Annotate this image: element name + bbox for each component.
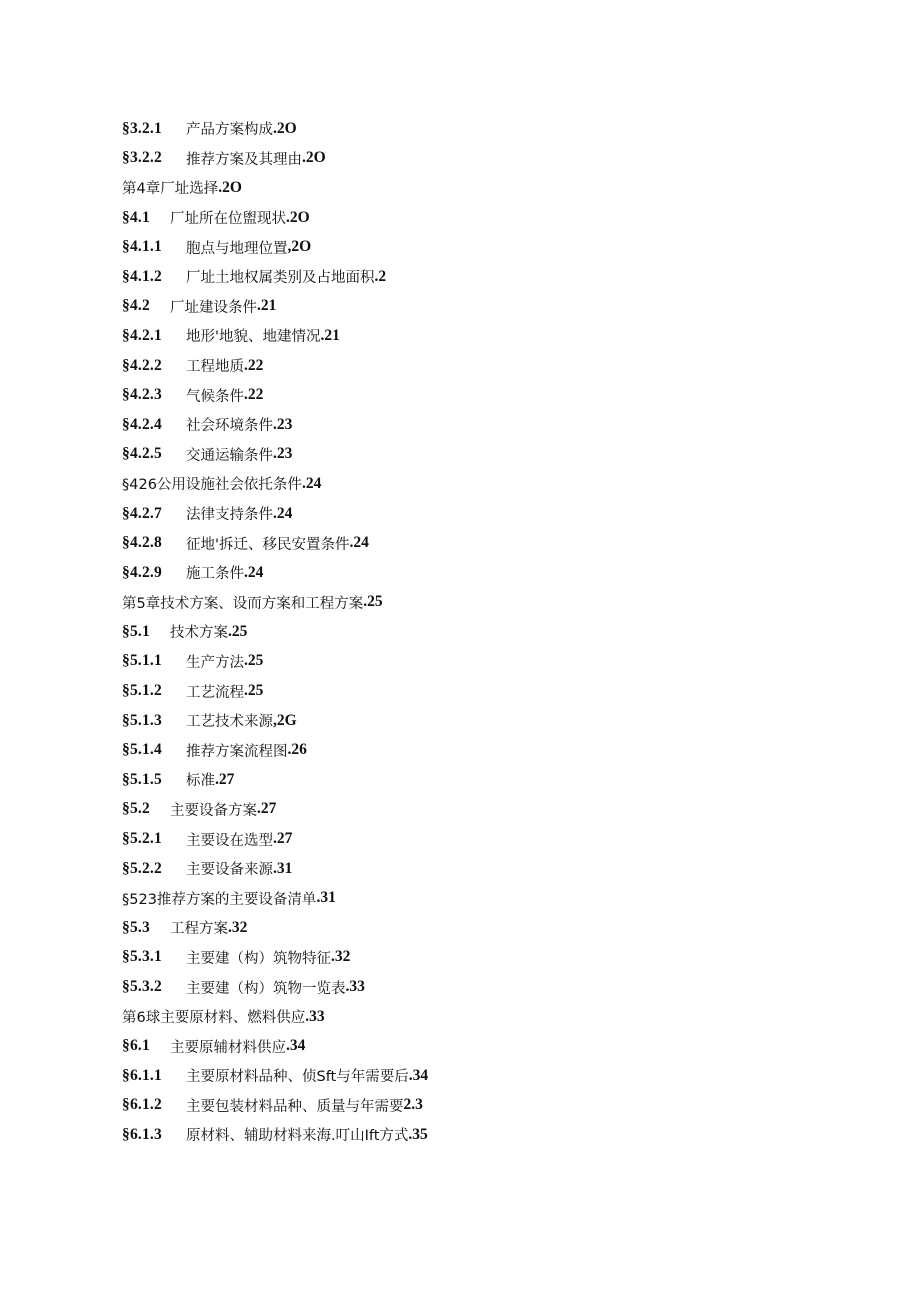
- toc-entry[interactable]: [122, 380, 842, 410]
- toc-entry-title: 主要设在选型: [186, 832, 273, 849]
- toc-entry-title: 推荐方案流程图: [186, 743, 288, 760]
- toc-entry-page: .31: [273, 859, 293, 877]
- toc-entry-number: §3.2.1: [122, 119, 162, 137]
- toc-entry-title: 标准: [186, 773, 215, 790]
- toc-entry-page: .27: [257, 800, 277, 818]
- toc-entry[interactable]: [122, 1002, 842, 1032]
- toc-entry-page: .21: [257, 297, 277, 315]
- toc-entry-title: 主要设备来源: [186, 862, 273, 879]
- toc-entry[interactable]: [122, 262, 842, 292]
- toc-entry[interactable]: [122, 943, 842, 973]
- toc-entry[interactable]: [122, 913, 842, 943]
- toc-entry-number: §6.1.3: [122, 1125, 162, 1143]
- toc-entry-page: .33: [345, 978, 365, 996]
- toc-entry[interactable]: [122, 824, 842, 854]
- toc-entry-title: 气候条件: [186, 388, 244, 405]
- toc-entry-title: 第6球主要原材料、燃料供应: [122, 1010, 306, 1027]
- toc-entry[interactable]: [122, 469, 842, 499]
- toc-entry[interactable]: [122, 883, 842, 913]
- toc-entry[interactable]: [122, 410, 842, 440]
- toc-entry[interactable]: [122, 1031, 842, 1061]
- toc-entry[interactable]: [122, 173, 842, 203]
- toc-entry-number: §5.3.1: [122, 948, 162, 966]
- toc-entry-number: §4.2.9: [122, 563, 162, 581]
- toc-entry-number: §6.1.2: [122, 1096, 162, 1114]
- toc-entry-title: 技术方案: [170, 625, 228, 642]
- toc-entry[interactable]: [122, 499, 842, 529]
- toc-entry-page: .2O: [273, 119, 297, 137]
- toc-entry-page: .2O: [218, 178, 242, 196]
- toc-entry[interactable]: [122, 765, 842, 795]
- toc-entry[interactable]: [122, 1120, 842, 1150]
- toc-entry-title: 胞点与地理位置: [186, 240, 288, 257]
- toc-entry[interactable]: [122, 558, 842, 588]
- toc-entry-number: §5.3: [122, 918, 150, 936]
- toc-entry-number: §3.2.2: [122, 149, 162, 167]
- toc-entry-title: 主要包装材料品种、质量与年需要: [186, 1098, 404, 1115]
- toc-entry[interactable]: [122, 321, 842, 351]
- toc-entry[interactable]: [122, 292, 842, 322]
- toc-entry-page: .23: [273, 445, 293, 463]
- toc-entry-title: 第4章厂址选择: [122, 181, 219, 198]
- toc-entry[interactable]: [122, 351, 842, 381]
- toc-entry-title: 地形'地貌、地建情况: [186, 329, 321, 346]
- toc-entry[interactable]: [122, 588, 842, 618]
- toc-entry-title: 主要原辅材料供应: [170, 1039, 286, 1056]
- toc-entry-number: §4.2.5: [122, 445, 162, 463]
- toc-entry-number: §4.2.2: [122, 356, 162, 374]
- toc-entry-page: .25: [228, 622, 248, 640]
- toc-entry-number: §5.2: [122, 800, 150, 818]
- toc-entry[interactable]: [122, 706, 842, 736]
- toc-entry-page: .32: [228, 918, 248, 936]
- toc-entry[interactable]: [122, 735, 842, 765]
- toc-entry-number: §4.2.8: [122, 534, 162, 552]
- toc-entry-title: 主要原材料品种、侦Sft与年需要后: [186, 1069, 409, 1086]
- toc-entry-number: §4.1.2: [122, 267, 162, 285]
- toc-entry-number: §5.1: [122, 622, 150, 640]
- toc-entry-title: 产品方案构成: [186, 122, 273, 139]
- toc-entry[interactable]: [122, 144, 842, 174]
- toc-entry-page: .2: [374, 267, 387, 285]
- toc-entry-title: 法律支持条件: [186, 507, 273, 524]
- toc-entry-title: 工艺流程: [186, 684, 244, 701]
- toc-entry-number: §5.3.2: [122, 978, 162, 996]
- toc-entry-title: 主要设备方案: [170, 802, 257, 819]
- toc-entry-number: §5.1.4: [122, 741, 162, 759]
- toc-entry-page: .22: [244, 386, 264, 404]
- toc-entry[interactable]: [122, 528, 842, 558]
- toc-entry-page: .33: [305, 1007, 325, 1025]
- toc-entry[interactable]: [122, 1061, 842, 1091]
- toc-entry-title: 厂址土地权属类别及占地面积: [186, 270, 375, 287]
- toc-entry-title: 推荐方案及其理由: [186, 151, 302, 168]
- toc-entry-title: 原材料、辅助材料来海.叮山Ift方式: [186, 1128, 409, 1145]
- toc-entry-title: 第5章技术方案、设而方案和工程方案: [122, 595, 364, 612]
- toc-entry-page: ,2O: [287, 238, 312, 256]
- toc-entry[interactable]: [122, 854, 842, 884]
- toc-entry-title: 生产方法: [186, 654, 244, 671]
- toc-entry-title: 工艺技术来源: [186, 714, 273, 731]
- toc-entry-number: §5.1.2: [122, 682, 162, 700]
- toc-entry[interactable]: [122, 676, 842, 706]
- toc-entry-page: .31: [316, 889, 336, 907]
- toc-entry-title: 工程地质: [186, 359, 244, 376]
- toc-entry-number: §5.1.3: [122, 711, 162, 729]
- toc-entry[interactable]: [122, 440, 842, 470]
- toc-entry[interactable]: [122, 232, 842, 262]
- toc-entry[interactable]: [122, 647, 842, 677]
- toc-entry-page: .2O: [286, 208, 310, 226]
- toc-entry-page: ,2G: [273, 711, 297, 729]
- toc-entry-page: .25: [244, 682, 264, 700]
- toc-entry-title: 施工条件: [186, 566, 244, 583]
- toc-entry-number: §5.1.5: [122, 770, 162, 788]
- toc-entry[interactable]: [122, 1091, 842, 1121]
- toc-entry-page: .27: [215, 770, 235, 788]
- toc-entry-page: .24: [349, 534, 369, 552]
- toc-entry-title: 主要建（构）筑物特征: [186, 950, 331, 967]
- toc-entry[interactable]: [122, 617, 842, 647]
- toc-entry-number: §6.1.1: [122, 1066, 162, 1084]
- toc-entry-number: §4.2.3: [122, 386, 162, 404]
- toc-entry-number: §5.2.2: [122, 859, 162, 877]
- toc-entry-page: .24: [301, 474, 322, 492]
- toc-entry-title: 征地'拆迁、移民安置条件: [186, 536, 350, 553]
- toc-entry-number: §4.2.7: [122, 504, 162, 522]
- toc-entry-number: §4.2.1: [122, 326, 162, 344]
- toc-entry-page: .35: [408, 1125, 428, 1143]
- toc-entry-page: .26: [287, 741, 307, 759]
- toc-entry-page: .21: [320, 326, 340, 344]
- toc-entry-page: .24: [273, 504, 293, 522]
- toc-entry-number: §4.2: [122, 297, 150, 315]
- toc-entry-number: §4.1.1: [122, 238, 162, 256]
- toc-entry-page: .23: [273, 415, 293, 433]
- toc-entry[interactable]: [122, 972, 842, 1002]
- toc-entry-page: .27: [273, 830, 293, 848]
- toc-entry-title: 厂址建设条件: [170, 299, 257, 316]
- toc-entry-page: .25: [244, 652, 264, 670]
- toc-entry-page: .24: [244, 563, 264, 581]
- toc-entry-number: §4.2.4: [122, 415, 162, 433]
- toc-entry-title: 交通运输条件: [186, 447, 273, 464]
- toc-entry-page: .2O: [302, 149, 326, 167]
- toc-entry-number: §6.1: [122, 1037, 150, 1055]
- toc-entry[interactable]: [122, 203, 842, 233]
- toc-entry-title: 工程方案: [170, 921, 228, 938]
- toc-entry-number: §4.1: [122, 208, 150, 226]
- toc-entry-page: 2.3: [403, 1096, 423, 1114]
- table-of-contents: [122, 114, 842, 1150]
- toc-entry-page: .22: [244, 356, 264, 374]
- toc-entry[interactable]: [122, 795, 842, 825]
- toc-entry-title: 主要建（构）筑物一览表: [186, 980, 346, 997]
- toc-entry[interactable]: [122, 114, 842, 144]
- toc-entry-number: §5.2.1: [122, 830, 162, 848]
- toc-entry-number: §5.1.1: [122, 652, 162, 670]
- toc-entry-page: .25: [363, 593, 383, 611]
- toc-entry-page: .34: [408, 1066, 429, 1084]
- toc-entry-title: §523推荐方案的主要设备清单: [122, 891, 317, 908]
- toc-entry-title: 厂址所在位盥现状: [170, 211, 286, 228]
- toc-entry-page: .34: [286, 1037, 306, 1055]
- toc-entry-title: 社会环境条件: [186, 418, 273, 435]
- toc-entry-page: .32: [331, 948, 351, 966]
- toc-entry-title: §426公用设施社会依托条件: [122, 477, 302, 494]
